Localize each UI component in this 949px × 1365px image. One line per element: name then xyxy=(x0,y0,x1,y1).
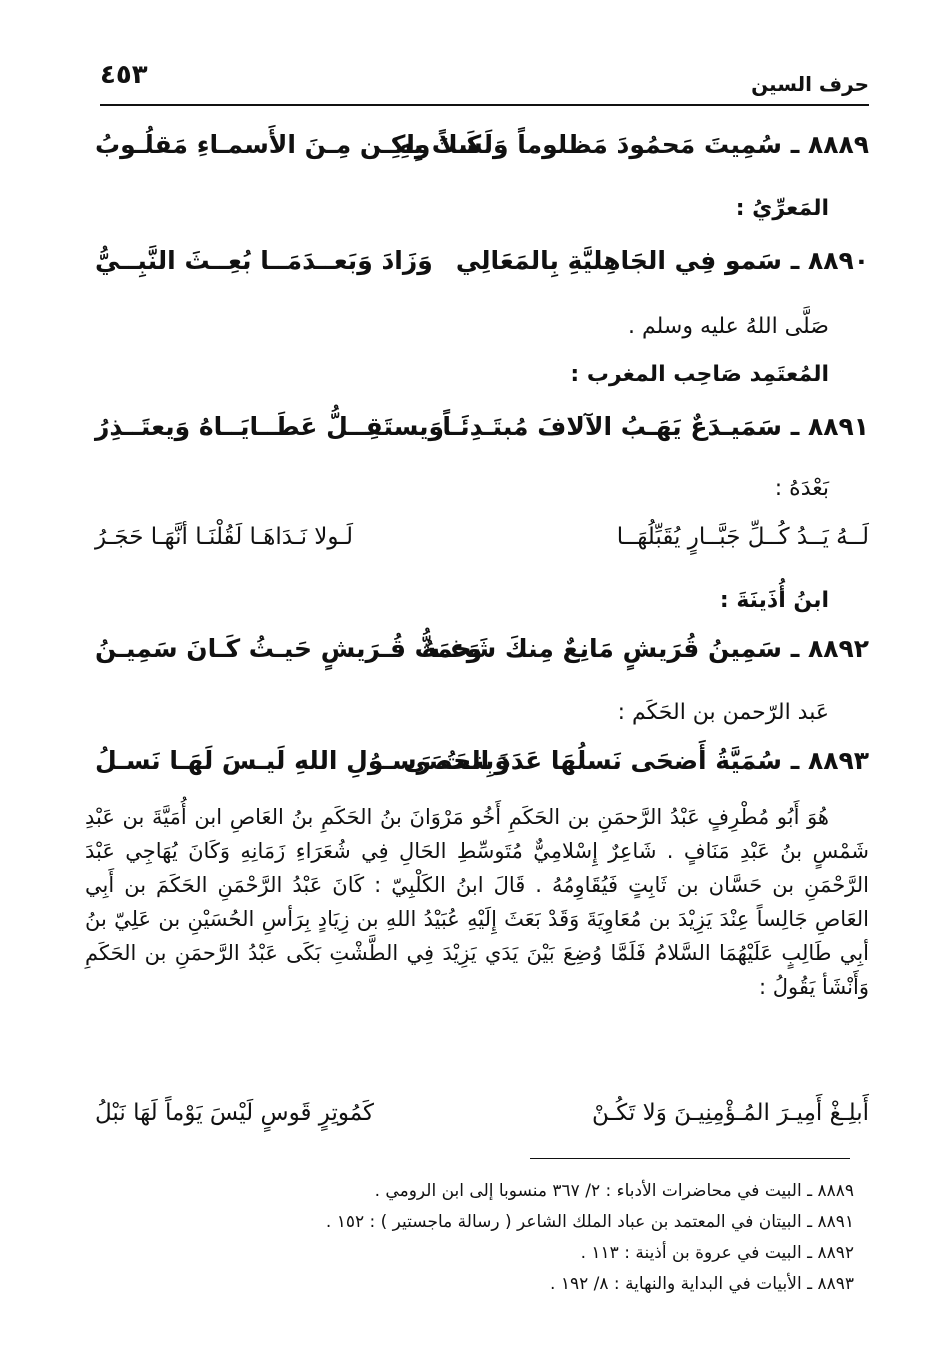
poet-heading-mutamid: المُعتَمِد صَاحِب المغرب : xyxy=(570,362,829,387)
footnotes xyxy=(326,1176,854,1300)
verse-8893-second-hemistich: وَبِنـتُ رَسـوُلِ اللهِ لَيـسَ لَهَـا نَسـلُ xyxy=(95,746,510,775)
header-rule xyxy=(100,104,869,106)
verse-8890 xyxy=(95,246,869,286)
verse-8892 xyxy=(95,634,869,674)
verse-final-first-hemistich: أَبلِـغْ أَمِيـرَ المُـؤْمِنِيـنَ وَلا تَكُـنْ xyxy=(591,1100,869,1126)
verse-8890-first-hemistich: ٨٨٩٠ ـ سَمو فِي الجَاهِليَّةِ بِالمَعَالِي xyxy=(455,246,869,275)
poet-heading-abdalrahman: عَبد الرّحمن بن الحَكَم : xyxy=(617,700,829,725)
verse-8891-second-hemistich: وَيستَقِــلُّ عَطَــايَــاهُ وَيعتَــذِرُ xyxy=(95,412,445,441)
verse-8889-first-hemistich: ٨٨٨٩ ـ سُمِيتَ مَحمُودَ مَظلوماً وَلَستَ بِهِ xyxy=(398,130,869,159)
footnote-8889: ٨٨٨٩ ـ البيت في محاضرات الأدباء : ٢/ ٣٦٧ منسوبا إلى ابن الرومي . xyxy=(374,1181,854,1201)
poet-heading-marri: المَعرِّيُ : xyxy=(735,196,829,221)
page-number: ٤٥٣ xyxy=(100,60,148,90)
biography-text: هُوَ أَبُو مُطْرِفٍ عَبْدُ الرَّحمَنِ بن الحَكَمِ أَخُو مَرْوَانَ بنُ الحَكَمِ بنُ العَاصِ ابن أُمَيَّةَ بن عَبْدِ شَمْسٍ بنُ عَبْدِ مَنَافٍ . شَاعِرٌ إِسْلامِيٌّ مُتَوسِّطِ الحَالِ فِي شُعَرَاءِ زَمَانِهِ وَكَانَ يُهَاجِي عَبْدَ الرَّحْمَنِ بن حَسَّان بن ثَابِتٍ فَيُقَاوِمُهُ . قَالَ ابنُ الكَلْبِيّ : كَانَ عَبْدُ الرَّحْمَنِ الحَكَمَ بن أَبِي العَاصِ جَالِساً عِنْدَ يَزِيْدَ بن مُعَاوِيَةَ وَقَدْ بَعَثَ إِلَيْهِ عُبَيْدُ اللهِ بن زِيَادٍ بِرَأسِ الحُسَيْنِ بن عَلِيّ بنُ أبِي طَالِبٍ عَلَيْهُمَا السَّلامُ فَلَمَّا وُضِعَ بَيْنَ يَدَي يَزِيْدَ فِي الطَّشْتِ بَكَى عَبْدُ الرَّحمَنِ بن الحَكَمِ وَأَنْشَأ يَقُولُ : xyxy=(85,805,869,999)
verse-8891-first-hemistich: ٨٨٩١ ـ سَمَيـدَعٌ يَهَـبُ الآلافَ مُبتَـدِئَـاً xyxy=(442,412,869,441)
verse-8893-first-hemistich: ٨٨٩٣ ـ سُمَيَّةُ أَضحَى نَسلُهَا عَدَدَ الحَصَى xyxy=(403,746,869,775)
verse-continuation-second-hemistich: لَـولا نَـدَاهَـا لَقُلْنَـا أنَّهَـا حَجَـرُ xyxy=(95,524,354,550)
verse-8889-second-hemistich: كَـلاً ولكِـن مِـنَ الأَسمـاءِ مَقلُـوبُ xyxy=(95,130,482,159)
footnote-8893: ٨٨٩٣ ـ الأبيات في البداية والنهاية : ٨/ ١٩٢ . xyxy=(550,1274,854,1294)
footnote-rule xyxy=(530,1158,850,1159)
verse-8892-second-hemistich: وَغـثُّ قُـرَيشٍ حَيـثُ كَـانَ سَمِيـنُ xyxy=(95,634,483,663)
verse-8889 xyxy=(95,130,869,170)
line-badahu: بَعْدَهُ : xyxy=(774,476,829,501)
verse-final-second-hemistich: كَمُوتِرٍ قَوسٍ لَيْسَ يَوْماً لَهَا نَبْلُ xyxy=(95,1100,374,1126)
verse-8891 xyxy=(95,412,869,452)
verse-final xyxy=(95,1100,869,1140)
continuation-line-salla: صَلَّى اللهُ عليه وسلم . xyxy=(628,314,829,339)
chapter-title: حرف السين xyxy=(751,72,869,96)
verse-8893 xyxy=(95,746,869,786)
poet-heading-udhaina: ابنُ أُذَينَةَ : xyxy=(719,588,829,613)
verse-continuation-first-hemistich: لَــهُ يَــدُ كُــلِّ جَبَّــارٍ يُقَبِّلُهَــا xyxy=(616,524,869,550)
verse-8890-second-hemistich: وَزَادَ وَبَعــدَمَــا بُعِــثَ النَّبِــيُّ xyxy=(95,246,433,275)
footnote-8891: ٨٨٩١ ـ البيتان في المعتمد بن عباد الملك الشاعر ( رسالة ماجستير ) : ١٥٢ . xyxy=(325,1212,854,1232)
verse-continuation xyxy=(95,524,869,564)
verse-8892-first-hemistich: ٨٨٩٢ ـ سَمِينُ قُرَيشٍ مَانِعٌ مِنكَ شَحمَهُ xyxy=(421,634,869,663)
biography-paragraph xyxy=(85,800,869,1004)
footnote-8892: ٨٨٩٢ ـ البيت في عروة بن أذينة : ١١٣ . xyxy=(580,1243,854,1263)
